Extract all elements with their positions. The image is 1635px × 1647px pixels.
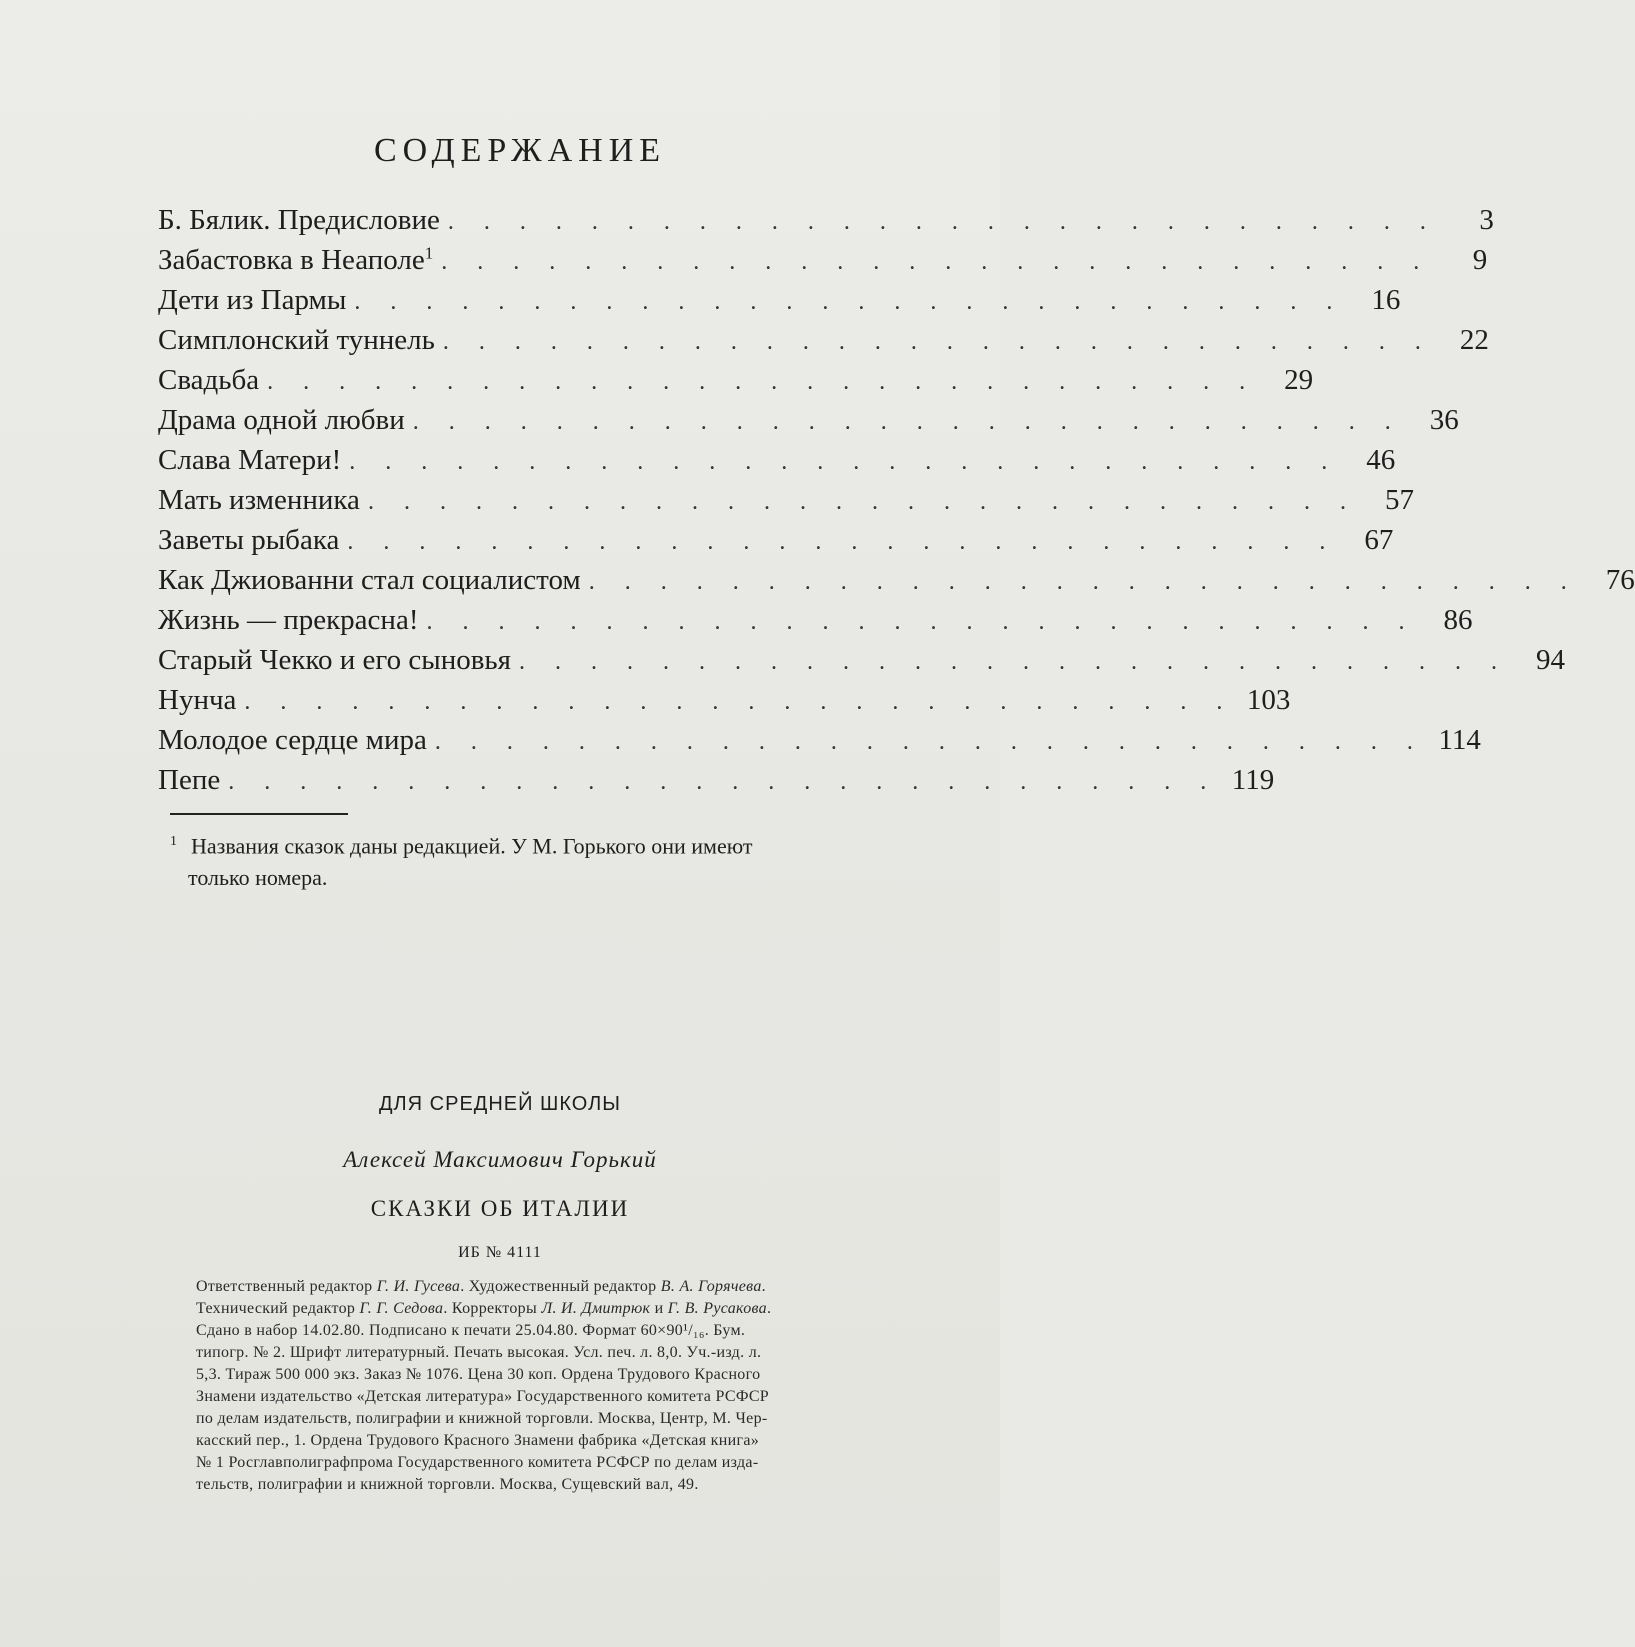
- toc-leader-dots: . . . . . . . . . . . . . . . . . . . . . . . . . . . .: [412, 409, 1403, 435]
- imprint-line: по делам издательств, полиграфии и книжной торговли. Москва, Центр, М. Чер-: [196, 1410, 768, 1427]
- imprint-line: Технический редактор Г. Г. Седова. Корректоры Л. И. Дмитрюк и Г. В. Русакова.: [196, 1300, 772, 1317]
- toc-entry-title: Жизнь — прекрасна!: [158, 604, 419, 636]
- author-name: Алексей Максимович Горький: [343, 1147, 657, 1172]
- toc-entry-page: 29: [1284, 364, 1314, 396]
- toc-entry-title: Слава Матери!: [158, 444, 342, 476]
- toc-entry: [158, 240, 1488, 280]
- toc-entry-page: 94: [1535, 644, 1565, 676]
- toc-title: СОДЕРЖАНИЕ: [373, 132, 667, 169]
- toc-entry-title: Мать изменника: [158, 484, 360, 516]
- toc-entry-page: 103: [1246, 684, 1291, 716]
- toc-leader-dots: . . . . . . . . . . . . . . . . . . . . . . . . . . . .: [518, 649, 1509, 675]
- toc-entry-page: 16: [1371, 284, 1401, 316]
- toc-entry-page: 46: [1366, 444, 1396, 476]
- toc-entry-title: Свадьба: [158, 364, 260, 396]
- toc-entry-page: 36: [1429, 404, 1459, 436]
- toc-entry: [158, 320, 1489, 360]
- imprint-line: № 1 Росглавполиграфпрома Государственного комитета РСФСР по делам изда-: [196, 1454, 759, 1471]
- toc-leader-dots: . . . . . . . . . . . . . . . . . . . . . . . . . . . .: [354, 289, 1345, 315]
- footnote-ref: 1: [424, 243, 434, 263]
- toc-entry: [158, 560, 1635, 600]
- imprint-line: 5,3. Тираж 500 000 экз. Заказ № 1076. Цена 30 коп. Ордена Трудового Красного: [196, 1366, 761, 1383]
- toc-list: [158, 200, 1635, 800]
- toc-entry-page: 57: [1384, 484, 1414, 516]
- footnote-divider: [170, 813, 348, 815]
- toc-entry-page: 9: [1472, 244, 1488, 276]
- toc-leader-dots: . . . . . . . . . . . . . . . . . . . . . . . . . . . .: [349, 449, 1340, 475]
- book-title: СКАЗКИ ОБ ИТАЛИИ: [370, 1196, 630, 1221]
- toc-entry: [158, 440, 1396, 480]
- imprint-line: типогр. № 2. Шрифт литературный. Печать высокая. Усл. печ. л. 8,0. Уч.-изд. л.: [196, 1344, 762, 1361]
- footnote-text-line1: Названия сказок даны редакцией. У М. Горького они имеют: [191, 833, 753, 859]
- toc-entry: [158, 600, 1473, 640]
- toc-leader-dots: . . . . . . . . . . . . . . . . . . . . . . . . . . . .: [441, 249, 1432, 275]
- toc-entry: [158, 760, 1275, 800]
- toc-entry: [158, 720, 1481, 760]
- footnote-mark: 1: [170, 834, 177, 849]
- imprint-line: касский пер., 1. Ордена Трудового Красного Знамени фабрика «Детская книга»: [196, 1432, 760, 1449]
- toc-entry-page: 76: [1605, 564, 1635, 596]
- toc-entry-page: 114: [1438, 724, 1481, 756]
- toc-leader-dots: . . . . . . . . . . . . . . . . . . . . . . . . . . . .: [426, 609, 1417, 635]
- imprint-line: тельств, полиграфии и книжной торговли. Москва, Сущевский вал, 49.: [196, 1476, 699, 1493]
- toc-entry-title: Нунча: [158, 684, 237, 716]
- toc-entry-title: Как Джиованни стал социалистом: [158, 564, 581, 596]
- toc-entry-title: Б. Бялик. Предисловие: [158, 204, 440, 236]
- toc-entry-page: 86: [1443, 604, 1473, 636]
- footnote-text-line2: только номера.: [188, 865, 328, 891]
- toc-entry: [158, 640, 1565, 680]
- ib-number: ИБ № 4111: [458, 1244, 542, 1261]
- toc-entry: [158, 360, 1314, 400]
- toc-entry-title: Симплонский туннель: [158, 324, 435, 356]
- toc-entry: [158, 280, 1401, 320]
- toc-entry-title: Заветы рыбака: [158, 524, 340, 556]
- imprint-block: [196, 1276, 936, 1496]
- toc-entry-page: 3: [1479, 204, 1494, 236]
- toc-entry: [158, 200, 1494, 240]
- toc-entry-page: 22: [1459, 324, 1489, 356]
- toc-leader-dots: . . . . . . . . . . . . . . . . . . . . . . . . . . . .: [434, 729, 1425, 755]
- series-label: ДЛЯ СРЕДНЕЙ ШКОЛЫ: [379, 1093, 621, 1115]
- toc-entry: [158, 520, 1394, 560]
- toc-entry-title: Пепе: [158, 764, 221, 796]
- toc-entry-title: Драма одной любви: [158, 404, 405, 436]
- imprint-line: Ответственный редактор Г. И. Гусева. Художественный редактор В. А. Горячева.: [196, 1278, 766, 1295]
- toc-leader-dots: . . . . . . . . . . . . . . . . . . . . . . . . . . . .: [442, 329, 1433, 355]
- imprint-line: Сдано в набор 14.02.80. Подписано к печати 25.04.80. Формат 60×90¹/₁₆. Бум.: [196, 1322, 746, 1339]
- toc-entry-page: 67: [1364, 524, 1394, 556]
- toc-leader-dots: . . . . . . . . . . . . . . . . . . . . . . . . . . . .: [347, 529, 1338, 555]
- toc-leader-dots: . . . . . . . . . . . . . . . . . . . . . . . . . . . .: [267, 369, 1258, 395]
- toc-entry-page: 119: [1231, 764, 1275, 796]
- toc-leader-dots: . . . . . . . . . . . . . . . . . . . . . . . . . . . .: [447, 209, 1438, 235]
- imprint-line: Знамени издательство «Детская литература» Государственного комитета РСФСР: [196, 1388, 769, 1405]
- footnote: [170, 826, 922, 894]
- toc-entry-title: Молодое сердце мира: [158, 724, 427, 756]
- toc-leader-dots: . . . . . . . . . . . . . . . . . . . . . . . . . . . .: [228, 769, 1219, 795]
- toc-entry: [158, 680, 1291, 720]
- toc-entry-title: Старый Чекко и его сыновья: [158, 644, 511, 676]
- toc-entry-title: Забастовка в Неаполе$^1$: [158, 243, 434, 276]
- toc-entry: [158, 400, 1459, 440]
- toc-entry: [158, 480, 1414, 520]
- toc-leader-dots: . . . . . . . . . . . . . . . . . . . . . . . . . . . .: [588, 569, 1579, 595]
- toc-leader-dots: . . . . . . . . . . . . . . . . . . . . . . . . . . . .: [244, 689, 1235, 715]
- toc-leader-dots: . . . . . . . . . . . . . . . . . . . . . . . . . . . .: [367, 489, 1358, 515]
- toc-entry-title: Дети из Пармы: [158, 284, 347, 316]
